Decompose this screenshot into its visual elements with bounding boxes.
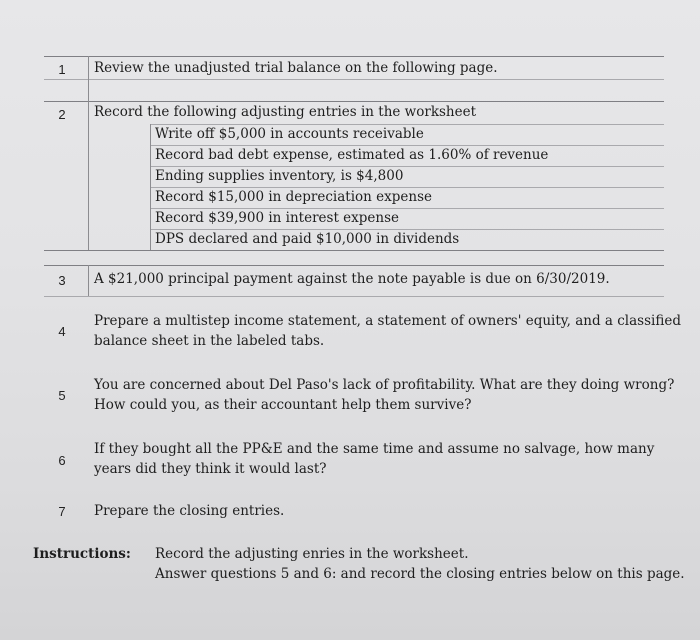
item-text: If they bought all the PP&E and the same time and assume no salvage, how many: [94, 441, 655, 457]
grid-line: [44, 56, 664, 57]
grid-line: [44, 296, 664, 297]
grid-line: [88, 101, 89, 250]
item-text: Prepare the closing entries.: [94, 503, 285, 519]
item-number: 3: [58, 273, 66, 288]
item-text: Record the following adjusting entries in the worksheet: [94, 104, 477, 120]
adjusting-entry: DPS declared and paid $10,000 in dividends: [155, 231, 460, 247]
item-text: You are concerned about Del Paso's lack of profitability. What are they doing wrong?: [94, 377, 675, 393]
adjusting-entry: Write off $5,000 in accounts receivable: [155, 126, 424, 142]
grid-line: [150, 124, 151, 250]
grid-line: [150, 229, 664, 230]
grid-line: [88, 265, 89, 296]
item-number: 4: [58, 324, 66, 339]
grid-line: [150, 145, 664, 146]
grid-line: [150, 208, 664, 209]
item-number: 1: [58, 62, 66, 77]
grid-line: [44, 250, 664, 251]
adjusting-entry: Record $39,900 in interest expense: [155, 210, 400, 226]
item-number: 6: [58, 453, 66, 468]
grid-line: [44, 265, 664, 266]
grid-line: [44, 101, 664, 102]
item-number: 2: [58, 107, 66, 122]
grid-line: [150, 124, 664, 125]
grid-line: [150, 187, 664, 188]
item-text: Prepare a multistep income statement, a statement of owners' equity, and a classified: [94, 313, 681, 329]
item-text: Review the unadjusted trial balance on the following page.: [94, 60, 498, 76]
grid-line: [150, 166, 664, 167]
adjusting-entry: Record $15,000 in depreciation expense: [155, 189, 432, 205]
item-text: balance sheet in the labeled tabs.: [94, 333, 325, 349]
item-number: 5: [58, 388, 66, 403]
instructions-line: Record the adjusting enries in the worksheet.: [155, 546, 469, 562]
grid-line: [44, 79, 664, 80]
item-text: How could you, as their accountant help them survive?: [94, 397, 472, 413]
instructions-label: Instructions:: [33, 546, 131, 562]
adjusting-entry: Ending supplies inventory, is $4,800: [155, 168, 404, 184]
item-number: 7: [58, 504, 66, 519]
adjusting-entry: Record bad debt expense, estimated as 1.60% of revenue: [155, 147, 549, 163]
grid-line: [88, 56, 89, 101]
item-text: years did they think it would last?: [94, 461, 327, 477]
instructions-line: Answer questions 5 and 6: and record the closing entries below on this page.: [155, 566, 685, 582]
item-text: A $21,000 principal payment against the note payable is due on 6/30/2019.: [94, 271, 610, 287]
